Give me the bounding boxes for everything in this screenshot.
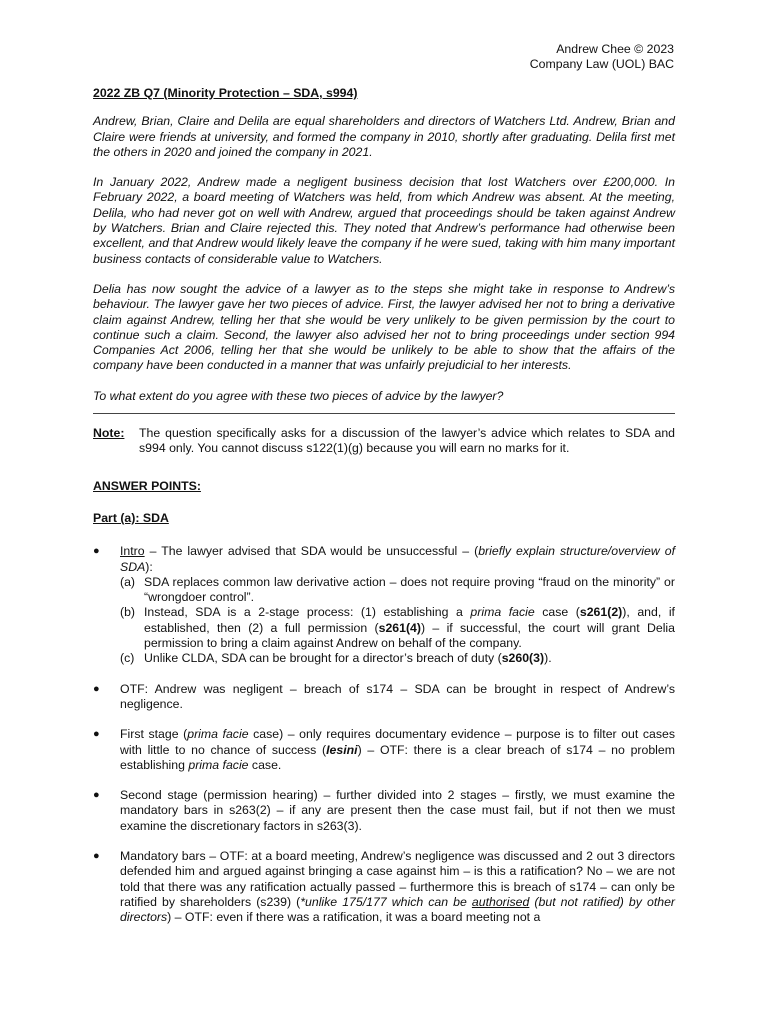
bullet-icon: ●	[93, 789, 100, 802]
list-item-intro	[93, 544, 675, 666]
case-name: Iesini	[326, 742, 358, 757]
question-paragraph: In January 2022, Andrew made a negligent business decision that lost Watchers over £200,000. In February 2022, a board meeting of Watchers was held, from which Andrew was absent. At the meeting, Delila, who had never got on well with Andrew, argued that proceedings should be taken against Andrew by Watchers. Brian and Claire rejected this. They noted that Andrew’s performance had otherwise been excellent, and that Andrew would likely leave the company if he were sued, taking with him many important business contacts of considerable value to Watchers.	[93, 175, 675, 266]
sub-point-label: (c)	[120, 651, 135, 666]
note-label: Note:	[93, 426, 125, 441]
sub-point-c	[120, 651, 675, 666]
text-run: ) – if successful, the court will grant Delia permission to bring a claim against Andrew on behalf of the company.	[144, 620, 675, 651]
italic-run: prima facie	[188, 757, 249, 772]
sub-point-label: (a)	[120, 574, 136, 589]
answer-points-list	[93, 544, 675, 925]
italic-run: *unlike 175/177 which can be	[300, 894, 472, 909]
intro-text-end: ):	[145, 559, 153, 574]
italic-run: prima facie	[470, 605, 535, 620]
text-run: Instead, SDA is a 2-stage process: (1) establishing a	[144, 605, 471, 620]
sub-point-a	[120, 575, 675, 606]
part-a-heading: Part (a): SDA	[93, 510, 169, 525]
text-run: case (	[534, 605, 580, 620]
intro-label: Intro	[120, 544, 145, 559]
statute-reference: s261(4)	[378, 620, 421, 635]
list-item-first-stage	[93, 727, 675, 773]
list-item-second-stage	[93, 788, 675, 834]
italic-run: prima facie	[187, 727, 249, 742]
intro-italic: briefly explain structure/overview of SDA	[120, 544, 675, 574]
document-body	[93, 86, 675, 940]
answer-points-heading: ANSWER POINTS:	[93, 478, 201, 493]
text-run: ), and, if established, then (2) a full permission (	[144, 605, 675, 635]
text-run: case) – only requires documentary evidence – purpose is to filter out cases with little to no chance of success (	[120, 727, 676, 757]
question-title: 2022 ZB Q7 (Minority Protection – SDA, s994)	[93, 86, 358, 100]
sub-point-text	[144, 605, 675, 651]
italic-run: (but not ratified) by other directors	[120, 894, 676, 925]
course-name: Company Law (UOL) BAC	[529, 57, 674, 71]
list-item-otf	[93, 682, 675, 713]
page-header	[530, 42, 674, 72]
text-run: ) – OTF: even if there was a ratification, it was a board meeting not a	[167, 910, 541, 925]
bullet-icon: ●	[93, 545, 100, 558]
list-item-text: OTF: Andrew was negligent – breach of s174 – SDA can be brought in respect of Andrew’s negligence.	[120, 681, 675, 711]
question-paragraph: Andrew, Brian, Claire and Delila are equal shareholders and directors of Watchers Ltd. Andrew, Brian and Claire were friends at university, and formed the company in 2010, shortly after graduating. Delila first met the others in 2020 and joined the company in 2021.	[93, 114, 675, 159]
sub-point-text: SDA replaces common law derivative action – does not require proving “fraud on the minority” or “wrongdoer control”.	[144, 574, 675, 605]
question-prompt: To what extent do you agree with these two pieces of advice by the lawyer?	[93, 388, 504, 403]
text-run: ) – OTF: there is a clear breach of s174 – no problem establishing	[120, 742, 675, 772]
bullet-icon: ●	[93, 728, 100, 741]
sub-point-text	[144, 651, 675, 666]
list-item-text	[120, 544, 675, 666]
underlined-term: authorised	[471, 894, 530, 909]
sub-point-b	[120, 605, 675, 651]
question-paragraph: Delia has now sought the advice of a lawyer as to the steps she might take in response to Andrew’s behaviour. The lawyer gave her two pieces of advice. First, the lawyer advised her not to bring a derivative claim against Andrew, telling her that she would be very unlikely to be given permission by the court to continue such a claim. Second, the lawyer also advised her not to bring proceedings under section 994 Companies Act 2006, telling her that she would be unlikely to be able to show that the affairs of the company have been conducted in a manner that was unfairly prejudicial to her interests.	[93, 281, 675, 373]
note-block	[93, 426, 675, 457]
text-run: Mandatory bars – OTF: at a board meeting, Andrew’s negligence was discussed and 2 out 3 directors defended him and argued against bringing a case against him – is this a ratification? No – we are not told that there was any ratification actually passed – furthermore this is breach of s174 – can only be ratified by shareholders (s239) (	[120, 848, 675, 909]
list-item-text: Second stage (permission hearing) – further divided into 2 stages – firstly, we must examine the mandatory bars in s263(2) – if any are present then the case must fail, but if not then we must examine the discretionary factors in s263(3).	[120, 788, 675, 833]
list-item-text	[120, 849, 675, 925]
list-item-text	[120, 727, 675, 773]
note-text: The question specifically asks for a discussion of the lawyer’s advice which relates to SDA and s994 only. You cannot discuss s122(1)(g) because you will earn no marks for it.	[139, 426, 675, 456]
bullet-icon: ●	[93, 849, 100, 862]
list-item-mandatory-bars	[93, 849, 675, 925]
statute-reference: s260(3)	[501, 651, 545, 666]
statute-reference: s261(2)	[579, 605, 623, 620]
author-copyright: Andrew Chee © 2023	[556, 42, 674, 56]
intro-text: – The lawyer advised that SDA would be unsuccessful – (	[144, 544, 479, 559]
question-text	[93, 114, 675, 404]
text-run: ).	[544, 651, 552, 666]
bullet-icon: ●	[93, 682, 100, 695]
text-run: case.	[248, 757, 282, 772]
sub-point-label: (b)	[120, 605, 136, 620]
text-run: Unlike CLDA, SDA can be brought for a director’s breach of duty (	[144, 651, 502, 666]
text-run: First stage (	[120, 727, 188, 742]
section-divider	[93, 413, 675, 414]
